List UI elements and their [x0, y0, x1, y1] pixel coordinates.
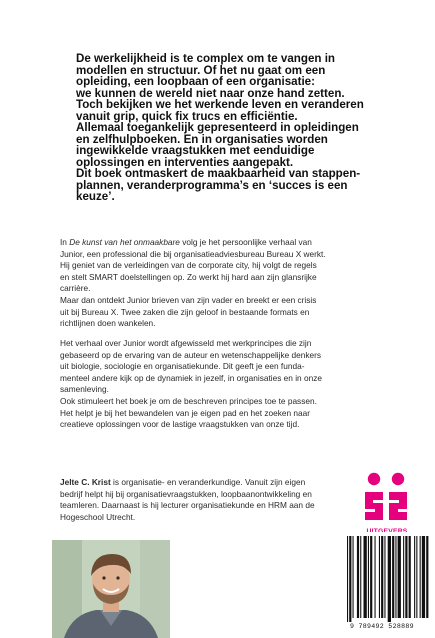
author-line: Hogeschool Utrecht. — [60, 511, 136, 522]
barcode-bar — [357, 536, 359, 618]
intro-line: modellen en structuur. Of het nu gaat om een — [76, 63, 326, 77]
barcode-bar — [347, 536, 348, 622]
story-line: carrière. — [60, 283, 91, 294]
story-line: uit bij Bureau X. Twee zaken die zijn geloof in bestaande formats en — [60, 306, 310, 317]
author-line-rest: is organisatie- en veranderkundige. Vanuit zijn eigen — [110, 477, 306, 487]
barcode-bar — [370, 536, 372, 618]
intro-line: Dit boek ontmaskert de maakbaarheid van stappen- — [76, 167, 361, 180]
barcode-bar — [403, 536, 404, 618]
intro-line: De werkelijkheid is te complex om te vangen in — [76, 52, 336, 65]
author-line: teamleren. Daarnaast is hij lecturer organisatiekunde en HRM aan de — [60, 500, 315, 511]
barcode-bar — [422, 536, 425, 618]
barcode-bar — [360, 536, 361, 618]
approach-line: creatieve oplossingen voor de lastige vraagstukken van onze tijd. — [60, 419, 300, 430]
author-bio — [60, 477, 335, 523]
s2-publisher-logo-icon — [362, 472, 410, 532]
intro-line: Toch bekijken we het werkende leven en veranderen — [76, 98, 364, 111]
barcode-digits: 9 789492 528889 — [350, 623, 414, 630]
intro-line: en zelfhulpboeken. En in organisaties worden — [76, 132, 328, 146]
book-title: De kunst van het onmaakbare — [69, 237, 180, 247]
approach-line: Het helpt je bij het bewandelen van je eigen pad en het zoeken naar — [60, 407, 311, 418]
story-line: Junior, een professional die bij organisatieadviesbureau Bureau X werkt. — [60, 248, 326, 259]
barcode-bar — [384, 536, 385, 618]
barcode-bar — [379, 536, 380, 618]
intro-line: vanuit grip, quick fix trucs en efficiëntie. — [76, 109, 298, 123]
barcode-bar — [426, 536, 428, 618]
barcode-bar — [395, 536, 396, 618]
barcode-bar — [349, 536, 351, 622]
approach-line: Het verhaal over Junior wordt afgewisseld met werkprincipes die zijn — [60, 338, 312, 348]
story-line — [60, 237, 380, 249]
barcode-bar — [381, 536, 383, 618]
author-portrait-icon — [52, 540, 170, 638]
intro-line: ingewikkelde vraagstukken met eenduidige — [76, 144, 315, 157]
barcode-bar — [388, 536, 391, 622]
barcode-bar — [398, 536, 401, 618]
story-prefix: In — [60, 237, 70, 247]
story-line: richtlijnen doen wankelen. — [60, 318, 156, 329]
approach-line: gebaseerd op de ervaring van de auteur en wetenschappelijke denkers — [60, 349, 322, 360]
approach-paragraph — [60, 338, 380, 431]
intro-line: oplossingen en interventies aangepakt. — [76, 155, 294, 169]
barcode-bar — [392, 536, 394, 618]
author-line: bedrijf helpt hij bij organisatievraagstukken, loopbaanontwikkeling en — [60, 488, 312, 499]
barcode-bar — [409, 536, 411, 618]
story-line: Hij geniet van de verleidingen van de corporate city, hij volgt de regels — [60, 260, 317, 271]
approach-line: uit biologie, sociologie en organisatiekunde. Dit geeft je een funda- — [60, 361, 305, 372]
barcode-bar — [353, 536, 354, 618]
barcode-bar — [414, 536, 415, 618]
story-line: en stelt SMART doelstellingen op. Zo werkt hij hard aan zijn glansrijke — [60, 271, 317, 282]
approach-line: samenleving. — [60, 384, 109, 395]
barcode-bar — [368, 536, 369, 618]
author-line — [60, 477, 335, 489]
back-cover-intro — [76, 53, 376, 203]
intro-line: we kunnen de wereld niet naar onze hand zetten. — [76, 86, 345, 100]
approach-line: Ook stimuleert het boek je om de beschreven principes toe te passen. — [60, 395, 317, 406]
intro-line: plannen, veranderprogramma’s en ‘succes is een — [76, 178, 348, 192]
barcode-bar — [375, 536, 376, 618]
story-suffix: volg je het persoonlijke verhaal van — [179, 237, 312, 247]
intro-line: opleiding, een loopbaan of een organisatie: — [76, 75, 315, 88]
barcode-bar — [420, 536, 421, 618]
story-line: Maar dan ontdekt Junior brieven van zijn vader en breekt er een crisis — [60, 294, 317, 305]
barcode-bar — [405, 536, 407, 618]
intro-line: keuze’. — [76, 190, 115, 203]
author-name: Jelte C. Krist — [60, 477, 111, 487]
story-paragraph — [60, 237, 380, 330]
barcode-bar — [364, 536, 367, 618]
approach-line: menteel andere kijk op de dynamiek in jezelf, in organisaties en in onze — [60, 372, 322, 383]
intro-line: Allemaal toegankelijk gepresenteerd in opleidingen — [76, 121, 359, 134]
barcode-bar — [416, 536, 417, 618]
